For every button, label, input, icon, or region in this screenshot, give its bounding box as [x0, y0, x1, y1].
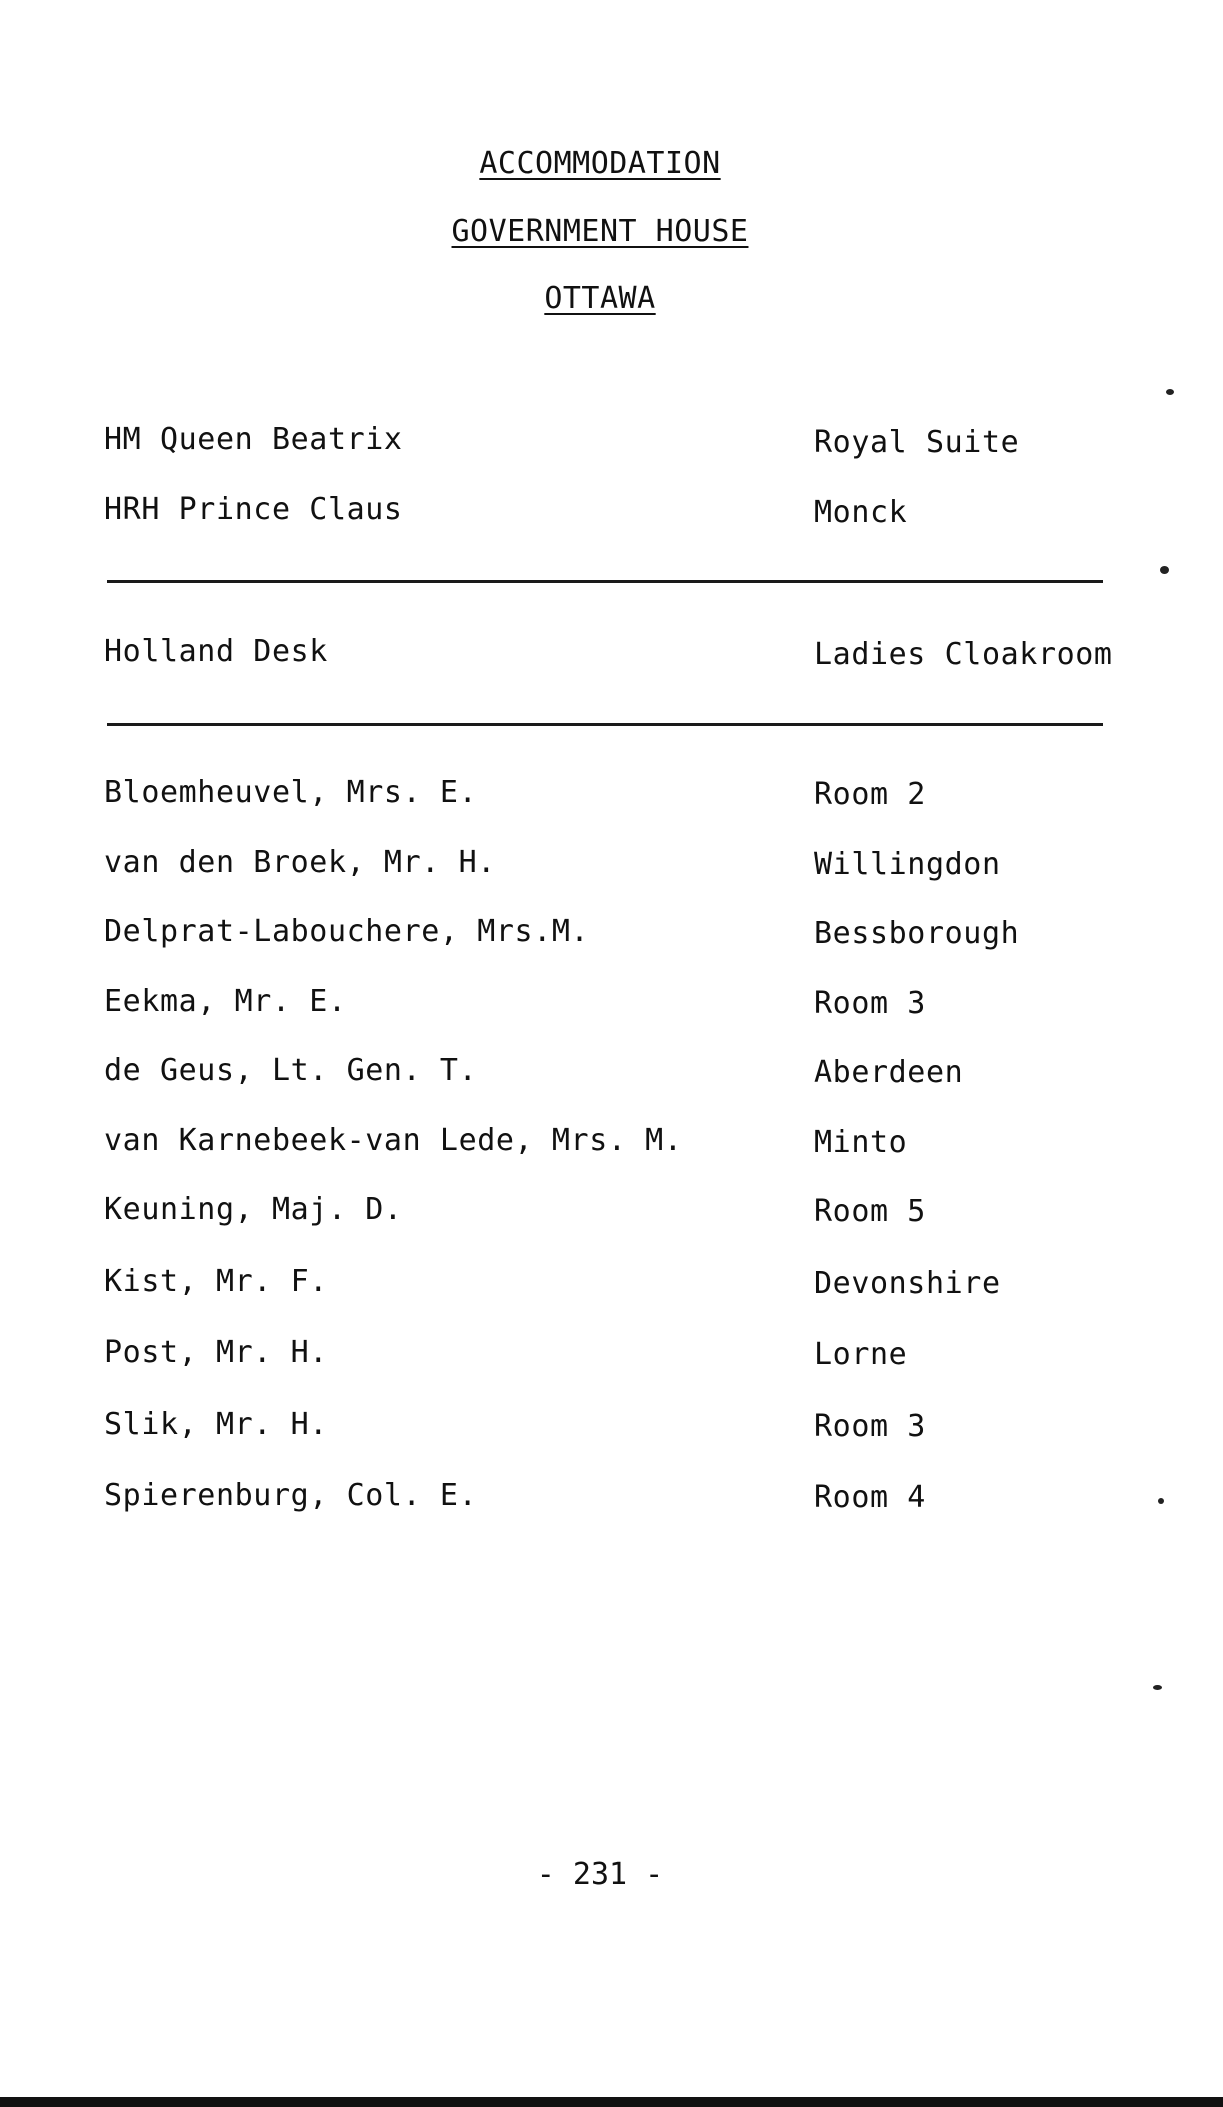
- guest-name: Bloemheuvel, Mrs. E.: [104, 775, 478, 810]
- delegation-row: [104, 1405, 1124, 1445]
- delegation-row: [104, 1121, 1124, 1161]
- delegation-row: [104, 843, 1124, 883]
- delegation-row: [104, 1262, 1124, 1302]
- guest-name: de Geus, Lt. Gen. T.: [104, 1053, 478, 1088]
- guest-name: Eekma, Mr. E.: [104, 984, 347, 1019]
- room-name: Aberdeen: [814, 1055, 964, 1090]
- delegation-row: [104, 773, 1124, 813]
- room-name: Room 5: [814, 1194, 926, 1229]
- scan-speck: [1153, 1685, 1162, 1690]
- room-name: Lorne: [814, 1337, 908, 1372]
- guest-name: Kist, Mr. F.: [104, 1264, 328, 1299]
- delegation-row: [104, 1051, 1124, 1091]
- desk-name: Holland Desk: [104, 634, 328, 669]
- guest-name: HRH Prince Claus: [104, 492, 403, 527]
- room-name: Monck: [814, 495, 908, 530]
- divider-line: [107, 580, 1103, 583]
- delegation-row: [104, 912, 1124, 952]
- guest-name: HM Queen Beatrix: [104, 422, 403, 457]
- title-ottawa: OTTAWA: [544, 281, 656, 316]
- scan-speck: [1160, 566, 1169, 574]
- room-name: Devonshire: [814, 1266, 1001, 1301]
- guest-name: Keuning, Maj. D.: [104, 1192, 403, 1227]
- royal-row: [104, 420, 1124, 460]
- guest-name: van den Broek, Mr. H.: [104, 845, 496, 880]
- delegation-row: [104, 982, 1124, 1022]
- delegation-row: [104, 1190, 1124, 1230]
- delegation-row: [104, 1333, 1124, 1373]
- page-number: - 231 -: [536, 1857, 664, 1892]
- room-name: Willingdon: [814, 847, 1001, 882]
- room-name: Room 2: [814, 777, 926, 812]
- title-accommodation: ACCOMMODATION: [479, 146, 721, 181]
- desk-room: Ladies Cloakroom: [814, 637, 1113, 672]
- room-name: Room 4: [814, 1480, 926, 1515]
- guest-name: Post, Mr. H.: [104, 1335, 328, 1370]
- scan-speck: [1158, 1498, 1164, 1504]
- room-name: Room 3: [814, 986, 926, 1021]
- guest-name: van Karnebeek-van Lede, Mrs. M.: [104, 1123, 683, 1158]
- divider-line: [107, 723, 1103, 726]
- scan-speck: [1166, 389, 1174, 395]
- room-name: Minto: [814, 1125, 908, 1160]
- royal-row: [104, 490, 1124, 530]
- guest-name: Spierenburg, Col. E.: [104, 1478, 478, 1513]
- guest-name: Delprat-Labouchere, Mrs.M.: [104, 914, 590, 949]
- room-name: Bessborough: [814, 916, 1020, 951]
- scan-edge-band: [0, 2097, 1223, 2107]
- title-government-house: GOVERNMENT HOUSE: [451, 214, 749, 249]
- guest-name: Slik, Mr. H.: [104, 1407, 328, 1442]
- room-name: Royal Suite: [814, 425, 1020, 460]
- desk-row: [104, 632, 1124, 672]
- delegation-row: [104, 1476, 1124, 1516]
- room-name: Room 3: [814, 1409, 926, 1444]
